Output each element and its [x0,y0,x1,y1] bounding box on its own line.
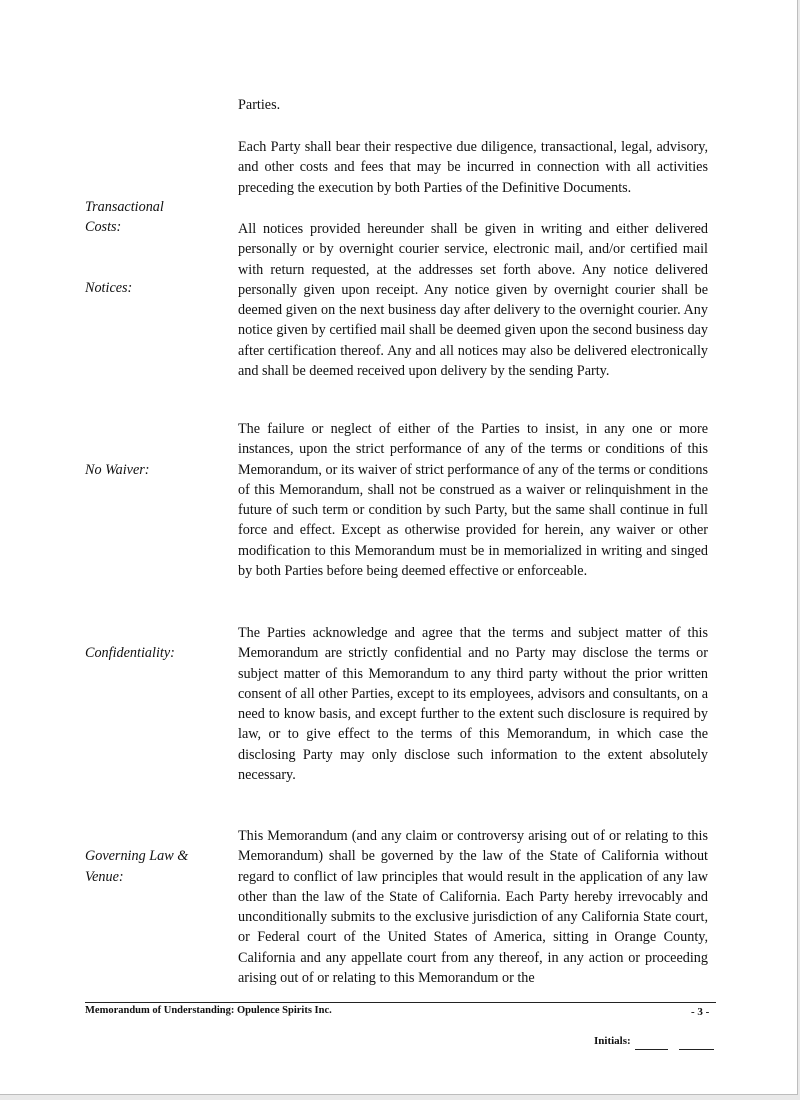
label-costs: Costs: [85,219,122,235]
paragraph-notices: All notices provided hereunder shall be given in writing and either delivered personally or by overnight courier service, electronic mail, and/or certified mail with return requested, at the addresses set forth above. Any notice delivered personally given upon receipt. Any notice given by overnight courier shall be deemed given on the next business day after delivery to the overnight courier. Any notice given by certified mail shall be deemed given upon the second business day after certification thereof. Any and all notices may also be delivered electronically and shall be deemed received upon delivery by the sending Party. [238,221,708,380]
label-notices: Notices: [85,280,133,296]
label-no-waiver: No Waiver: [85,462,150,478]
paragraph-no-waiver: The failure or neglect of either of the Parties to insist, in any one or more instances, upon the strict performance of any of the terms or conditions of this Memorandum, or its waiver of strict performance of any of the terms or conditions of this Memorandum, shall not be construed as a waiver or relinquishment in the future of such term or condition by such Party, but the same shall continue in full force and effect. Except as otherwise provided for herein, any waiver or other modification to this Memorandum must be in memorialized in writing and singed by both Parties before being deemed effective or enforceable. [238,421,708,580]
footer-rule [85,1002,716,1003]
label-transactional: Transactional [85,199,164,215]
label-venue: Venue: [85,869,124,885]
paragraph-transactional-costs: Each Party shall bear their respective due diligence, transactional, legal, advisory, and other costs and fees that may be incurred in connection with all activities preceding the execution by both Parties of the Definitive Documents. [238,139,708,196]
paragraph-confidentiality: The Parties acknowledge and agree that the terms and subject matter of this Memorandum are strictly confidential and no Party may disclose the terms or subject matter of this Memorandum to any third party without the prior written consent of all other Parties, except to its employees, advisors and consultants, on a need to know basis, and except further to the extent such disclosure is required by law, or to give effect to the terms of this Memorandum, in which case the disclosing Party may only disclose such information to the extent absolutely necessary. [238,625,708,784]
initials-line-1 [635,1049,668,1050]
footer-title: Memorandum of Understanding: Opulence Spirits Inc. [85,1005,332,1016]
paragraph-governing-law: This Memorandum (and any claim or controversy arising out of or relating to this Memorandum) shall be governed by the law of the State of California without regard to conflict of law principles that would result in the application of any law other than the law of the State of California. Each Party hereby irrevocably and unconditionally submits to the exclusive jurisdiction of any California State court, or Federal court of the United States of America, sitting in Orange County, California and any appellate court from any thereof, in any action or proceeding arising out of or relating to this Memorandum or the [238,828,708,987]
initials-label: Initials: [594,1035,631,1047]
label-confidentiality: Confidentiality: [85,645,175,661]
paragraph-parties-tail: Parties. [238,97,281,113]
label-governing-law: Governing Law & [85,848,189,864]
initials-line-2 [679,1049,714,1050]
page-number: - 3 - [691,1006,710,1018]
